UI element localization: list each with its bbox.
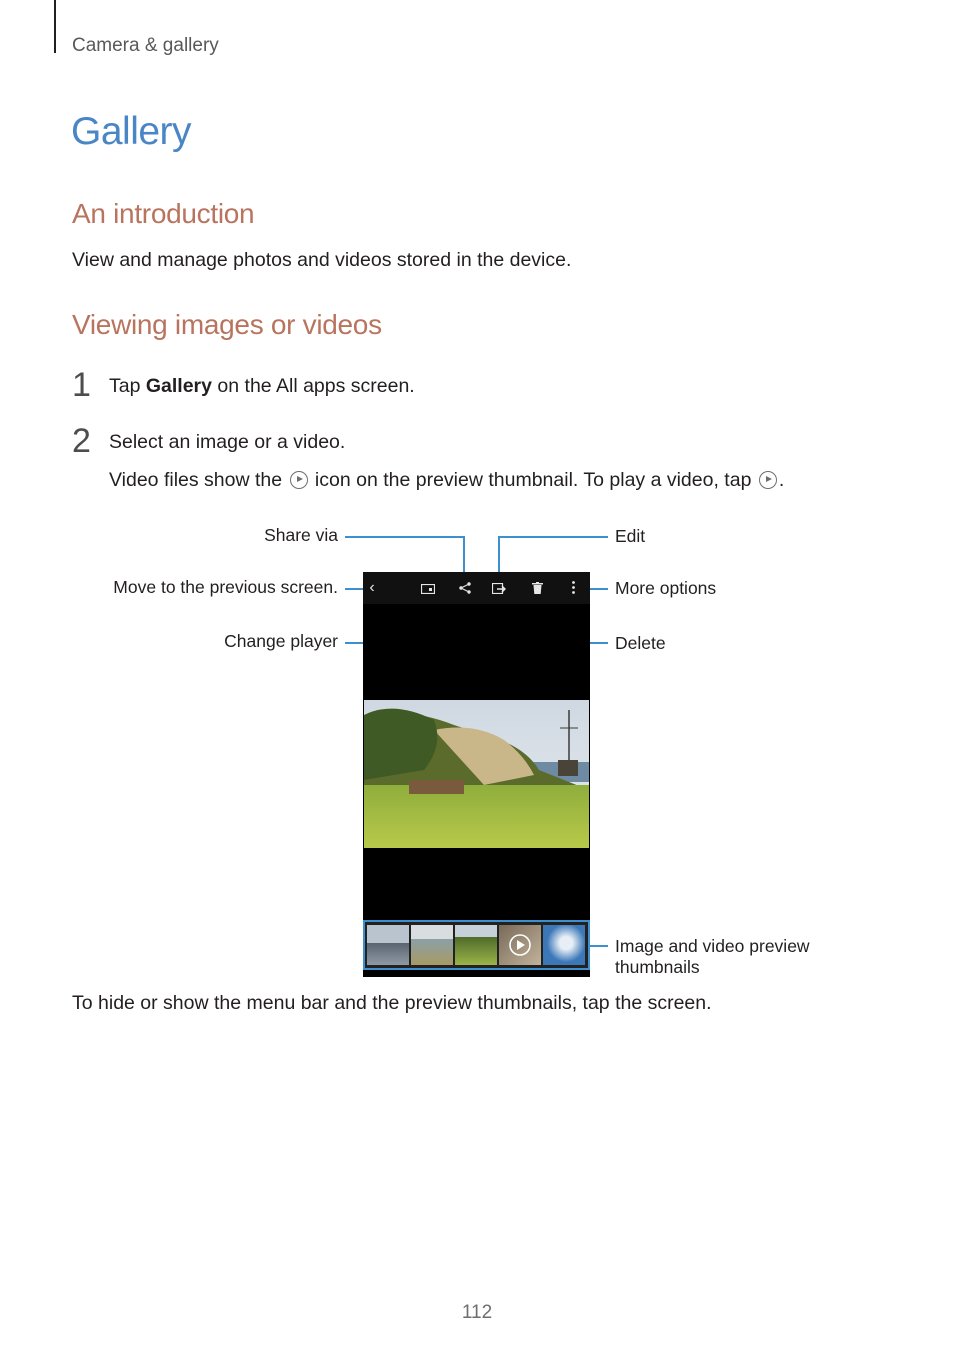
- video-thumbnail[interactable]: [499, 925, 541, 965]
- header-rule: [54, 0, 56, 53]
- more-options-icon: [567, 572, 579, 604]
- back-icon: ‹: [369, 579, 375, 596]
- step1-pre: Tap: [109, 375, 146, 397]
- thumbnail[interactable]: [411, 925, 453, 965]
- delete-icon: [528, 572, 546, 604]
- callout-delete: Delete: [615, 633, 666, 653]
- note-part-b: icon on the preview thumbnail. To play a video, tap: [309, 469, 757, 491]
- step1-post: on the All apps screen.: [212, 375, 415, 397]
- step1-bold: Gallery: [145, 375, 212, 397]
- share-icon: [456, 572, 474, 604]
- step-number-2: 2: [72, 422, 91, 460]
- callout-thumbnails: [615, 936, 810, 978]
- callout-share-via: Share via: [264, 525, 338, 545]
- edit-icon: [489, 572, 509, 604]
- callout-more-options: More options: [615, 578, 717, 598]
- bottom-text: To hide or show the menu bar and the preview thumbnails, tap the screen.: [72, 992, 712, 1014]
- page-title: Gallery: [71, 110, 192, 153]
- change-player-icon: [419, 572, 437, 604]
- note-part-c: .: [778, 469, 785, 491]
- thumbnail[interactable]: [543, 925, 585, 965]
- callout-thumbnails-line1: Image and video preview: [615, 936, 810, 956]
- video-note: [109, 469, 784, 492]
- section-header: Camera & gallery: [72, 35, 219, 56]
- viewing-heading: Viewing images or videos: [72, 309, 382, 340]
- step-number-1: 1: [72, 366, 91, 404]
- main-photo: [364, 700, 589, 848]
- page-number: 112: [461, 1302, 493, 1323]
- callout-thumbnails-line2: thumbnails: [615, 957, 700, 977]
- play-icon: [759, 471, 777, 489]
- callout-line-share: [345, 536, 465, 538]
- callout-line-thumbnails: [588, 945, 608, 947]
- callout-previous-screen: Move to the previous screen.: [113, 577, 338, 597]
- preview-thumbnails: [365, 922, 588, 968]
- callout-line-edit: [498, 536, 608, 538]
- intro-heading: An introduction: [72, 198, 255, 229]
- play-icon: [290, 471, 308, 489]
- thumbnail[interactable]: [367, 925, 409, 965]
- action-bar: [363, 572, 590, 604]
- step-text-1: [109, 375, 415, 398]
- callout-change-player: Change player: [224, 631, 338, 651]
- callout-edit: Edit: [615, 526, 646, 546]
- gallery-screenshot: [363, 572, 590, 977]
- intro-text: View and manage photos and videos stored in the device.: [72, 249, 572, 271]
- thumbnail[interactable]: [455, 925, 497, 965]
- step-text-2: Select an image or a video.: [109, 431, 346, 453]
- note-part-a: Video files show the: [109, 469, 288, 491]
